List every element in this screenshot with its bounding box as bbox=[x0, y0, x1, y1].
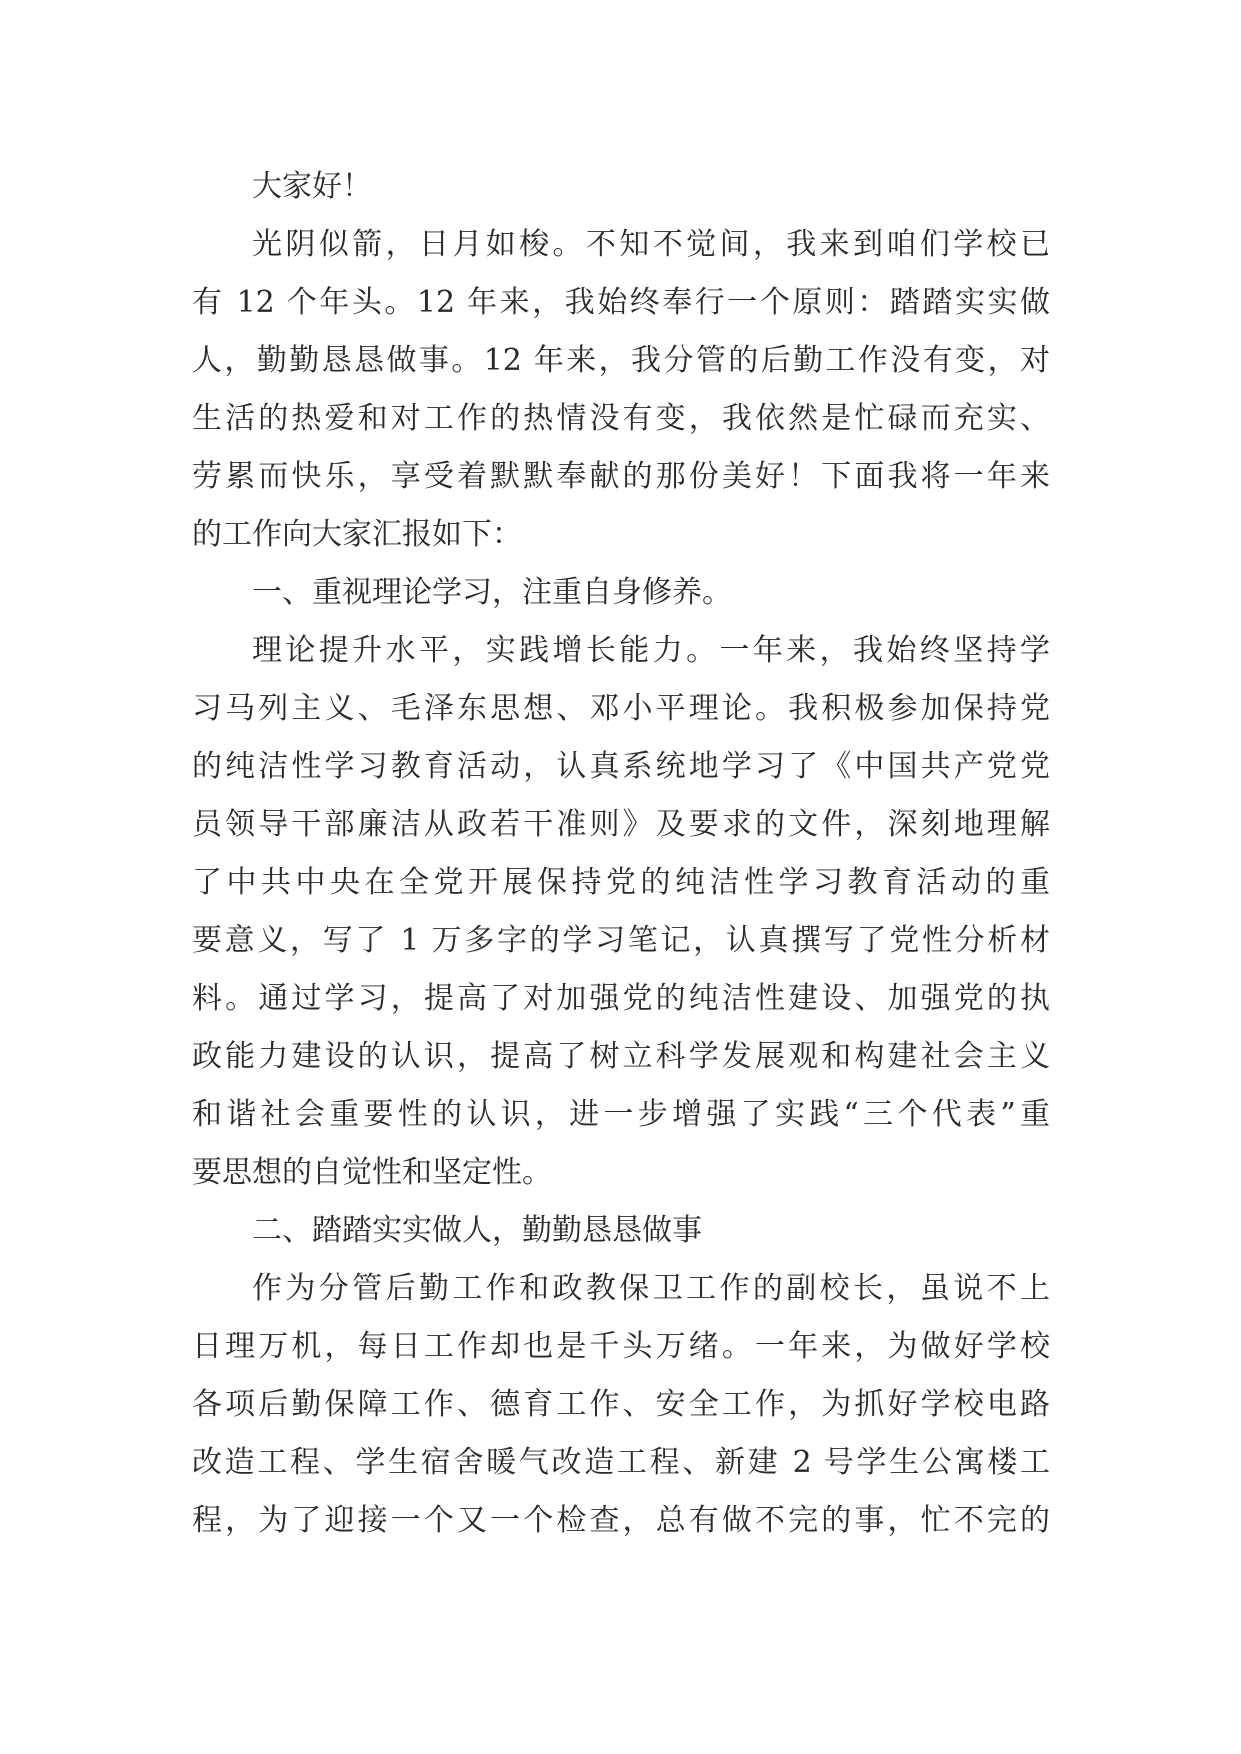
text-line: 人，勤勤恳恳做事。12 年来，我分管的后勤工作没有变，对 bbox=[192, 343, 1050, 378]
text-line: 了中共中央在全党开展保持党的纯洁性学习教育活动的重 bbox=[192, 865, 1050, 900]
text-line: 程，为了迎接一个又一个检查，总有做不完的事，忙不完的 bbox=[192, 1503, 1050, 1538]
text-line: 大家好！ bbox=[252, 169, 372, 204]
text-line: 要意义，写了 1 万多字的学习笔记，认真撰写了党性分析材 bbox=[192, 923, 1050, 958]
text-line: 二、踏踏实实做人，勤勤恳恳做事 bbox=[252, 1213, 702, 1248]
text-line: 政能力建设的认识，提高了树立科学发展观和构建社会主义 bbox=[192, 1039, 1050, 1074]
text-line: 改造工程、学生宿舍暖气改造工程、新建 2 号学生公寓楼工 bbox=[192, 1445, 1050, 1480]
text-line: 日理万机，每日工作却也是千头万绪。一年来，为做好学校 bbox=[192, 1329, 1050, 1364]
text-line: 料。通过学习，提高了对加强党的纯洁性建设、加强党的执 bbox=[192, 981, 1050, 1016]
text-line: 各项后勤保障工作、德育工作、安全工作，为抓好学校电路 bbox=[192, 1387, 1050, 1422]
text-line: 理论提升水平，实践增长能力。一年来，我始终坚持学 bbox=[252, 633, 1050, 668]
text-line: 光阴似箭，日月如梭。不知不觉间，我来到咱们学校已 bbox=[252, 227, 1050, 262]
text-line: 的工作向大家汇报如下： bbox=[192, 517, 522, 552]
text-line: 员领导干部廉洁从政若干准则》及要求的文件，深刻地理解 bbox=[192, 807, 1050, 842]
text-line: 要思想的自觉性和坚定性。 bbox=[192, 1155, 552, 1190]
text-line: 劳累而快乐，享受着默默奉献的那份美好！下面我将一年来 bbox=[192, 459, 1050, 494]
text-line: 习马列主义、毛泽东思想、邓小平理论。我积极参加保持党 bbox=[192, 691, 1050, 726]
text-line: 的纯洁性学习教育活动，认真系统地学习了《中国共产党党 bbox=[192, 749, 1050, 784]
text-line: 生活的热爱和对工作的热情没有变，我依然是忙碌而充实、 bbox=[192, 401, 1050, 436]
text-line: 和谐社会重要性的认识，进一步增强了实践“三个代表”重 bbox=[192, 1097, 1050, 1132]
text-line: 有 12 个年头。12 年来，我始终奉行一个原则：踏踏实实做 bbox=[192, 285, 1050, 320]
text-line: 作为分管后勤工作和政教保卫工作的副校长，虽说不上 bbox=[252, 1271, 1050, 1306]
document-body bbox=[192, 158, 1050, 1550]
text-line: 一、重视理论学习，注重自身修养。 bbox=[252, 575, 732, 610]
